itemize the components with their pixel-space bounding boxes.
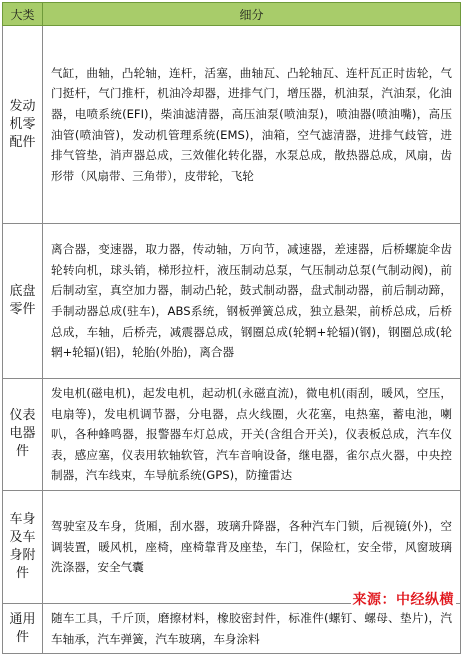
items-cell: 离合器，变速器，取力器，传动轴，万向节，减速器，差速器，后桥螺旋伞齿轮转向机，球头销，梯形拉杆，液压制动总泵，气压制动总泵(气制动阀)，前后制动室，真空加力器，制动凸轮，鼓式制动器，盘式制动器，前后制动蹄，手制动器总成(驻车)，ABS系统，钢板弹簧总成，独立悬架，前桥总成，后桥总成，车轴，后桥壳，减震器总成，钢圈总成(轮辋+轮辐)(钢)，钢圈总成(轮辋+轮辐)(铝)，轮胎(外胎)，离合器 bbox=[43, 224, 461, 379]
table-row-engine-parts bbox=[3, 26, 461, 224]
items-cell: 发电机(磁电机)，起发电机，起动机(永磁直流)，微电机(雨刮，暖风，空压，电扇等)，发电机调节器，分电器，点火线圈，火花塞，电热塞，蓄电池，喇叭，各种蜂鸣器，报警器车灯总成，开关(含组合开关)，仪表板总成，汽车仪表，感应塞，仪表用软轴软管，汽车音响设备，继电器，雀尔点火器，中央控制器，汽车线束，车导航系统(GPS)，防撞雷达 bbox=[43, 379, 461, 491]
table-row-electrical-parts bbox=[3, 379, 461, 491]
items-cell: 随车工具，千斤顶，磨擦材料，橡胶密封件，标准件(螺钉、螺母、垫片)，汽车轴承，汽车弹簧，汽车玻璃，车身涂料 bbox=[43, 603, 461, 653]
items-cell: 气缸，曲轴，凸轮轴，连杆，活塞，曲轴瓦、凸轮轴瓦、连杆瓦正时齿轮，气门挺杆，气门推杆，机油冷却器，进排气门，增压器，机油泵，汽油泵，化油器，电喷系统(EFI)，柴油滤清器，高压油泵(喷油泵)，喷油器(喷油嘴)，高压油管(喷油管)，发动机管理系统(EMS)，油箱，空气滤清器，进排气歧管，进排气管垫，消声器总成，三效催化转化器，水泵总成，散热器总成，风扇，齿形带（风扇带、三角带），皮带轮，飞轮 bbox=[43, 26, 461, 224]
header-category: 大类 bbox=[3, 3, 43, 26]
category-cell: 车身及车身附件 bbox=[3, 490, 43, 603]
table-header bbox=[3, 3, 461, 26]
category-cell: 通用件 bbox=[3, 603, 43, 653]
category-cell: 底盘零件 bbox=[3, 224, 43, 379]
header-detail: 细分 bbox=[43, 3, 461, 26]
table-row-general-parts bbox=[3, 603, 461, 653]
category-cell: 仪表电器件 bbox=[3, 379, 43, 491]
items-cell: 驾驶室及车身，货厢，刮水器，玻璃升降器，各种汽车门锁，后视镜(外)，空调装置，暖风机，座椅，座椅靠背及座垫，车门，保险杠，安全带，风窗玻璃洗涤器，安全气囊 bbox=[43, 490, 461, 603]
table-row-body-parts bbox=[3, 490, 461, 603]
parts-category-table bbox=[2, 2, 461, 654]
table-row-chassis-parts bbox=[3, 224, 461, 379]
source-watermark: 来源：中经纵横 bbox=[351, 589, 457, 609]
header-row bbox=[3, 3, 461, 26]
category-cell: 发动机零配件 bbox=[3, 26, 43, 224]
